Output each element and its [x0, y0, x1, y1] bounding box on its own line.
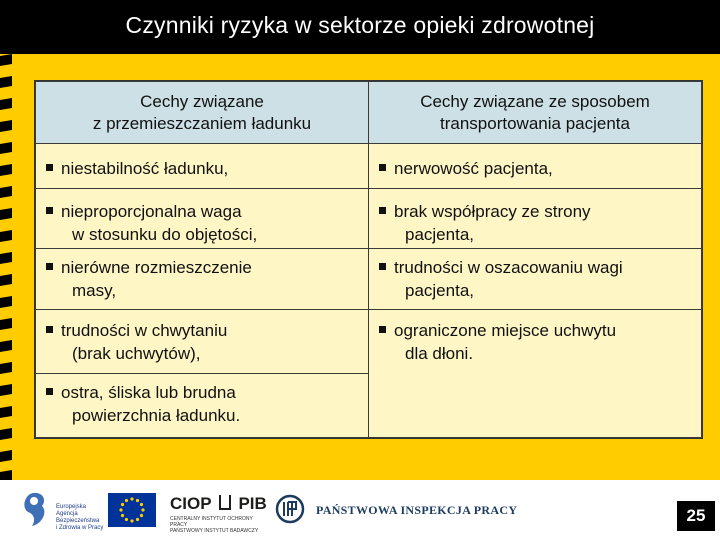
pip-emblem-icon — [275, 494, 305, 524]
list-item: brak współpracy ze strony pacjenta, — [379, 200, 695, 246]
header-left-line-1: Cechy związane — [140, 91, 264, 111]
bullet-icon — [379, 326, 386, 333]
bullet-icon — [46, 388, 53, 395]
header-right-line-2: transportowania pacjenta — [440, 113, 630, 133]
bullet-icon — [379, 207, 386, 214]
list-item: trudności w chwytaniu (brak uchwytów), — [46, 319, 362, 365]
hazard-stripe-decoration — [0, 54, 14, 480]
ciop-mark-icon — [219, 495, 231, 510]
slide-title: Czynniki ryzyka w sektorze opieki zdrowotnej — [125, 12, 595, 38]
page-number: 25 — [677, 501, 715, 531]
list-item: nerwowość pacjenta, — [379, 157, 695, 180]
eu-osha-logo-text: Europejska Agencja Bezpieczeństwa i Zdrowia w Pracy — [56, 504, 104, 531]
row-divider — [35, 373, 369, 374]
row-divider — [35, 188, 702, 189]
list-item: nierówne rozmieszczenie masy, — [46, 256, 362, 302]
bullet-icon — [46, 263, 53, 270]
bullet-icon — [379, 263, 386, 270]
bullet-icon — [379, 164, 386, 171]
risk-factors-table — [34, 80, 703, 439]
row-divider — [35, 309, 702, 310]
row-divider — [35, 248, 702, 249]
ciop-pib-logo: CIOP PIB CENTRALNY INSTYTUT OCHRONY PRACY PAŃSTWOWY INSTYTUT BADAWCZY — [170, 494, 267, 534]
list-item: niestabilność ładunku, — [46, 157, 362, 180]
title-bar — [0, 0, 720, 54]
bullet-icon — [46, 326, 53, 333]
bullet-icon — [46, 207, 53, 214]
eu-osha-logo-icon — [20, 490, 52, 530]
table-header-right — [368, 81, 702, 144]
footer-logo-bar — [0, 480, 720, 540]
table-header-left — [35, 81, 369, 144]
list-item: ostra, śliska lub brudna powierzchnia ładunku. — [46, 381, 362, 427]
list-item: trudności w oszacowaniu wagi pacjenta, — [379, 256, 695, 302]
header-left-line-2: z przemieszczaniem ładunku — [92, 113, 312, 133]
eu-flag-icon — [108, 493, 156, 527]
list-item: ograniczone miejsce uchwytu dla dłoni. — [379, 319, 695, 365]
bullet-icon — [46, 164, 53, 171]
list-item: nieproporcjonalna waga w stosunku do objętości, — [46, 200, 362, 246]
pip-logo-text: PAŃSTWOWA INSPEKCJA PRACY — [316, 503, 518, 517]
header-right-line-1: Cechy związane ze sposobem — [420, 91, 650, 111]
